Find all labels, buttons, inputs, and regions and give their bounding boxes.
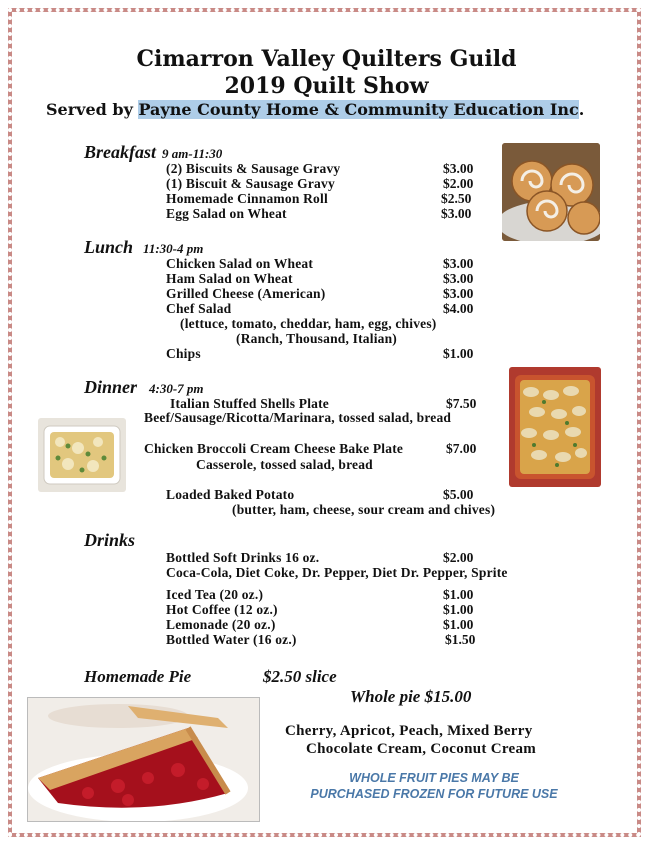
pie-flavors-line1: Cherry, Apricot, Peach, Mixed Berry xyxy=(285,723,533,739)
menu-item-name: Hot Coffee (12 oz.) xyxy=(166,602,278,617)
menu-item-name: Homemade Cinnamon Roll xyxy=(166,191,328,206)
dinner-time: 4:30-7 pm xyxy=(149,381,204,396)
menu-item-price: $1.50 xyxy=(445,632,476,647)
menu-item-price: $1.00 xyxy=(443,346,474,361)
chef-salad-ingredients: (lettuce, tomato, cheddar, ham, egg, chives) xyxy=(180,316,437,331)
menu-item-name: (2) Biscuits & Sausage Gravy xyxy=(166,161,341,176)
chicken-description: Casserole, tossed salad, bread xyxy=(196,457,373,472)
served-suffix: . xyxy=(578,100,585,119)
breakfast-time: 9 am-11:30 xyxy=(162,146,223,161)
page-subtitle: 2019 Quilt Show xyxy=(224,73,429,99)
cherry-pie-image xyxy=(27,697,260,822)
page-title: Cimarron Valley Quilters Guild xyxy=(136,46,517,72)
menu-item-name: Chef Salad xyxy=(166,301,232,316)
menu-item-name: Iced Tea (20 oz.) xyxy=(166,587,264,602)
breakfast-heading xyxy=(84,142,222,163)
menu-item-name: Chicken Broccoli Cream Cheese Bake Plate xyxy=(144,441,404,456)
menu-item-name: Egg Salad on Wheat xyxy=(166,206,287,221)
drinks-title: Drinks xyxy=(84,530,136,550)
pie-slice-price: $2.50 slice xyxy=(263,667,337,686)
menu-item-name: Lemonade (20 oz.) xyxy=(166,617,276,632)
menu-item-price: $1.00 xyxy=(443,587,474,602)
cinnamon-roll-image xyxy=(502,143,600,241)
menu-item-price: $7.00 xyxy=(446,441,477,456)
potato-toppings: (butter, ham, cheese, sour cream and chives) xyxy=(232,502,496,517)
menu-item-price: $2.00 xyxy=(443,550,474,565)
menu-item-price: $1.00 xyxy=(443,602,474,617)
menu-item-name: Chips xyxy=(166,346,201,361)
frozen-pie-note-line2: PURCHASED FROZEN FOR FUTURE USE xyxy=(310,787,558,801)
lunch-heading xyxy=(84,237,203,258)
menu-item-name: Grilled Cheese (American) xyxy=(166,286,326,301)
menu-item-name: Loaded Baked Potato xyxy=(166,487,295,502)
menu-item-name: Bottled Water (16 oz.) xyxy=(166,632,297,647)
menu-item-name: (1) Biscuit & Sausage Gravy xyxy=(166,176,335,191)
menu-item-name: Italian Stuffed Shells Plate xyxy=(170,396,329,411)
menu-item-price: $5.00 xyxy=(443,487,474,502)
dinner-title: Dinner xyxy=(84,377,138,397)
pie-whole-price: Whole pie $15.00 xyxy=(350,687,472,706)
dinner-heading xyxy=(84,377,204,398)
menu-item-price: $3.00 xyxy=(443,256,474,271)
casserole-image xyxy=(38,418,126,492)
menu-item-name: Ham Salad on Wheat xyxy=(166,271,293,286)
shells-description: Beef/Sausage/Ricotta/Marinara, tossed salad, bread xyxy=(144,410,452,425)
menu-item-name: Chicken Salad on Wheat xyxy=(166,256,314,271)
chef-salad-dressings: (Ranch, Thousand, Italian) xyxy=(236,331,398,346)
menu-item-price: $7.50 xyxy=(446,396,477,411)
menu-item-price: $3.00 xyxy=(443,271,474,286)
served-org: Payne County Home & Community Education Inc xyxy=(138,100,579,119)
soft-drink-options: Coca-Cola, Diet Coke, Dr. Pepper, Diet Dr. Pepper, Sprite xyxy=(166,565,508,580)
menu-item-name: Bottled Soft Drinks 16 oz. xyxy=(166,550,320,565)
pie-flavors-line2: Chocolate Cream, Coconut Cream xyxy=(306,741,537,757)
lunch-title: Lunch xyxy=(84,237,134,257)
menu-item-price: $4.00 xyxy=(443,301,474,316)
menu-item-price: $1.00 xyxy=(443,617,474,632)
lunch-time: 11:30-4 pm xyxy=(143,241,204,256)
menu-item-price: $3.00 xyxy=(443,161,474,176)
menu-item-price: $2.00 xyxy=(443,176,474,191)
pie-title: Homemade Pie xyxy=(84,667,192,686)
frozen-pie-note-line1: WHOLE FRUIT PIES MAY BE xyxy=(349,771,519,785)
breakfast-title: Breakfast xyxy=(84,142,156,162)
served-by-line xyxy=(46,100,584,119)
menu-item-price: $3.00 xyxy=(441,206,472,221)
stuffed-shells-image xyxy=(509,367,601,487)
menu-item-price: $3.00 xyxy=(443,286,474,301)
menu-item-price: $2.50 xyxy=(441,191,472,206)
served-prefix: Served by xyxy=(46,100,139,119)
